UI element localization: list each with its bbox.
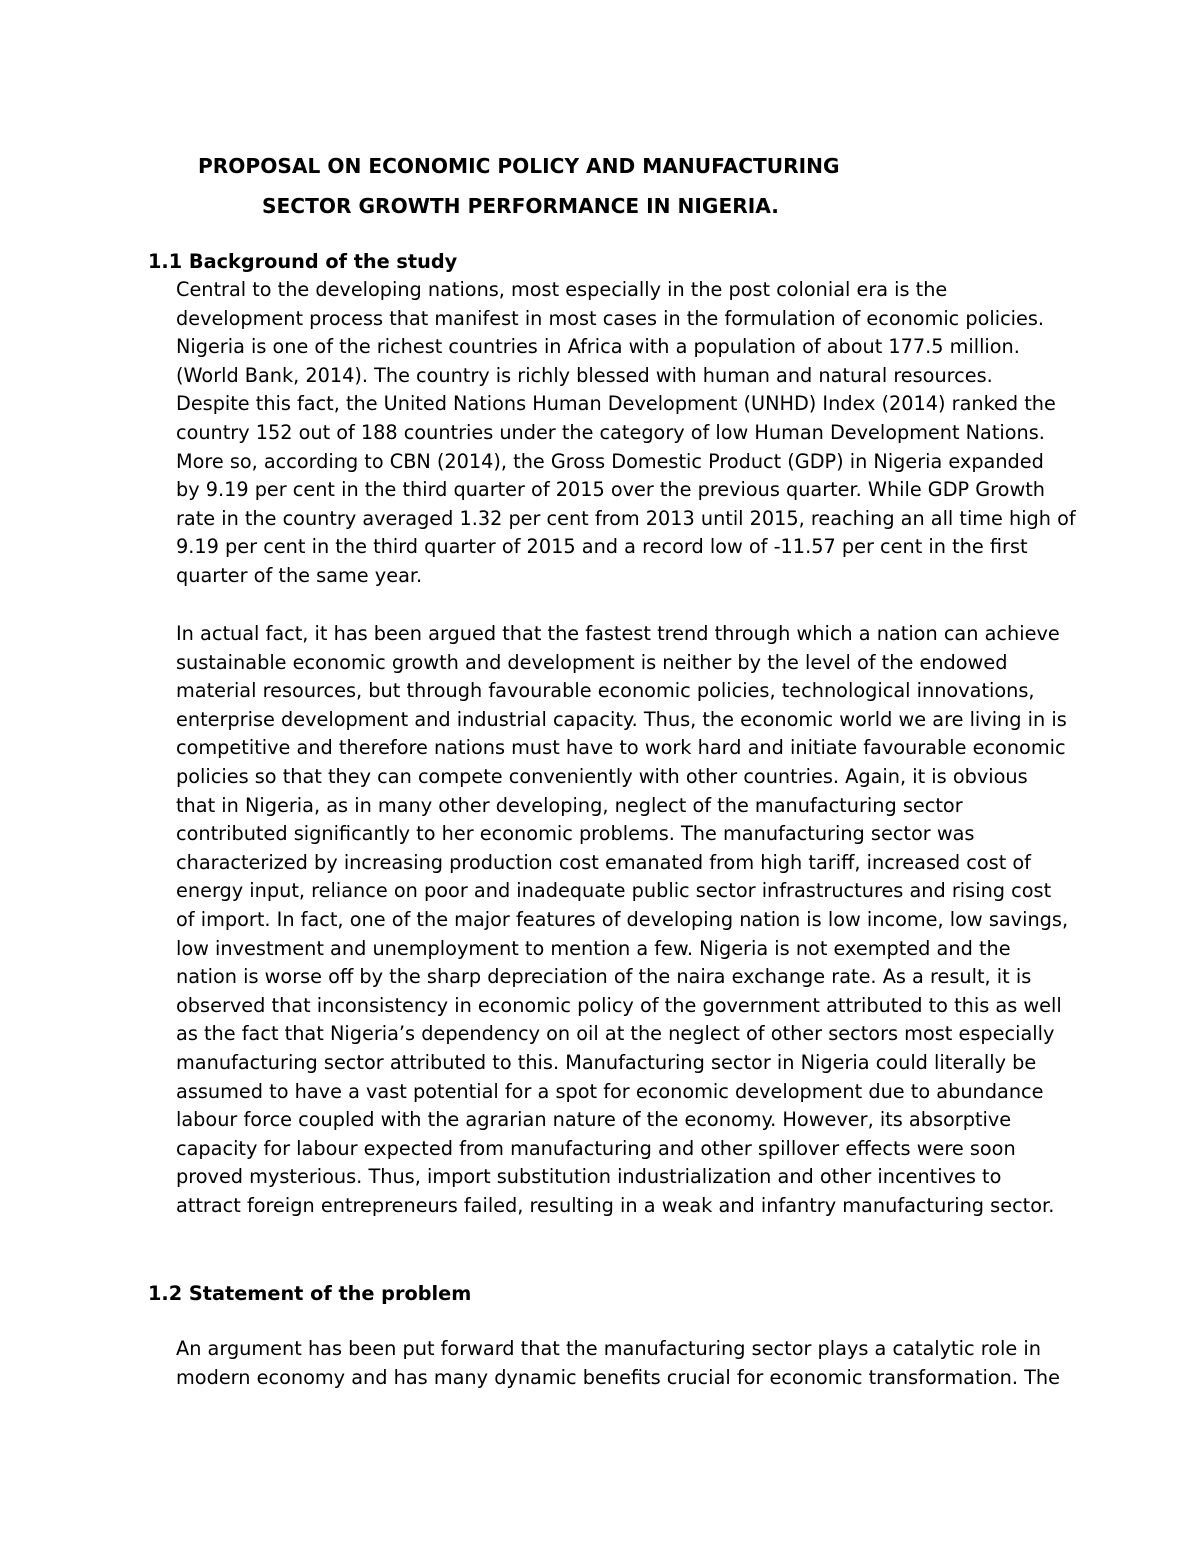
text-line: quarter of the same year. <box>176 563 423 587</box>
text-line: In actual fact, it has been argued that the fastest trend through which a nation can achieve <box>176 622 1060 645</box>
text-line: (World Bank, 2014). The country is richly blessed with human and natural resources. <box>176 363 993 387</box>
text-line: energy input, reliance on poor and inadequate public sector infrastructures and rising cost <box>176 879 1052 903</box>
text-line: sustainable economic growth and development is neither by the level of the endowed <box>176 650 1008 674</box>
text-line: country 152 out of 188 countries under the category of low Human Development Nations. <box>176 420 1045 444</box>
text-line: proved mysterious. Thus, import substitution industrialization and other incentives to <box>176 1165 1002 1189</box>
background-paragraph-2 <box>176 620 1068 1220</box>
section-heading-problem-statement: 1.2 Statement of the problem <box>148 1282 472 1305</box>
text-line: assumed to have a vast potential for a spot for economic development due to abundance <box>176 1079 1044 1103</box>
text-line: development process that manifest in most cases in the formulation of economic policies. <box>176 306 1044 330</box>
text-line: Nigeria is one of the richest countries in Africa with a population of about 177.5 million. <box>176 335 1020 359</box>
text-line: of import. In fact, one of the major features of developing nation is low income, low savings, <box>176 907 1069 931</box>
text-line: low investment and unemployment to mention a few. Nigeria is not exempted and the <box>176 936 1011 960</box>
text-line: as the fact that Nigeria’s dependency on oil at the neglect of other sectors most especially <box>176 1022 1055 1046</box>
document-title <box>0 146 1200 226</box>
text-line: attract foreign entrepreneurs failed, resulting in a weak and infantry manufacturing sector. <box>176 1193 1055 1217</box>
text-line: 9.19 per cent in the third quarter of 2015 and a record low of -11.57 per cent in the first <box>176 535 1028 559</box>
text-line: modern economy and has many dynamic benefits crucial for economic transformation. The <box>176 1365 1060 1389</box>
text-line: contributed significantly to her economic problems. The manufacturing sector was <box>176 822 975 846</box>
text-line: enterprise development and industrial capacity. Thus, the economic world we are living in is <box>176 707 1067 731</box>
text-line: material resources, but through favourable economic policies, technological innovations, <box>176 679 1035 703</box>
text-line: policies so that they can compete conveniently with other countries. Again, it is obvious <box>176 764 1028 788</box>
text-line: An argument has been put forward that the manufacturing sector plays a catalytic role in <box>176 1337 1041 1360</box>
text-line: capacity for labour expected from manufacturing and other spillover effects were soon <box>176 1136 1016 1160</box>
text-line: observed that inconsistency in economic policy of the government attributed to this as well <box>176 993 1062 1017</box>
problem-paragraph-1 <box>176 1335 1060 1392</box>
text-line: nation is worse off by the sharp depreciation of the naira exchange rate. As a result, it is <box>176 965 1032 989</box>
text-line: More so, according to CBN (2014), the Gross Domestic Product (GDP) in Nigeria expanded <box>176 449 1044 473</box>
text-line: Despite this fact, the United Nations Human Development (UNHD) Index (2014) ranked the <box>176 392 1056 416</box>
text-line: that in Nigeria, as in many other developing, neglect of the manufacturing sector <box>176 793 963 817</box>
text-line: labour force coupled with the agrarian nature of the economy. However, its absorptive <box>176 1108 1012 1132</box>
text-line: rate in the country averaged 1.32 per cent from 2013 until 2015, reaching an all time high of <box>176 506 1076 530</box>
text-line: manufacturing sector attributed to this. Manufacturing sector in Nigeria could literally be <box>176 1050 1037 1074</box>
text-line: competitive and therefore nations must have to work hard and initiate favourable economic <box>176 736 1066 760</box>
text-line: characterized by increasing production cost emanated from high tariff, increased cost of <box>176 850 1031 874</box>
text-line: Central to the developing nations, most especially in the post colonial era is the <box>176 278 948 301</box>
title-line: PROPOSAL ON ECONOMIC POLICY AND MANUFACTURING <box>198 154 840 178</box>
section-heading-background: 1.1 Background of the study <box>148 250 458 273</box>
text-line: by 9.19 per cent in the third quarter of 2015 over the previous quarter. While GDP Growth <box>176 478 1045 502</box>
title-line: SECTOR GROWTH PERFORMANCE IN NIGERIA. <box>262 194 779 218</box>
background-paragraph-1 <box>176 276 1076 591</box>
